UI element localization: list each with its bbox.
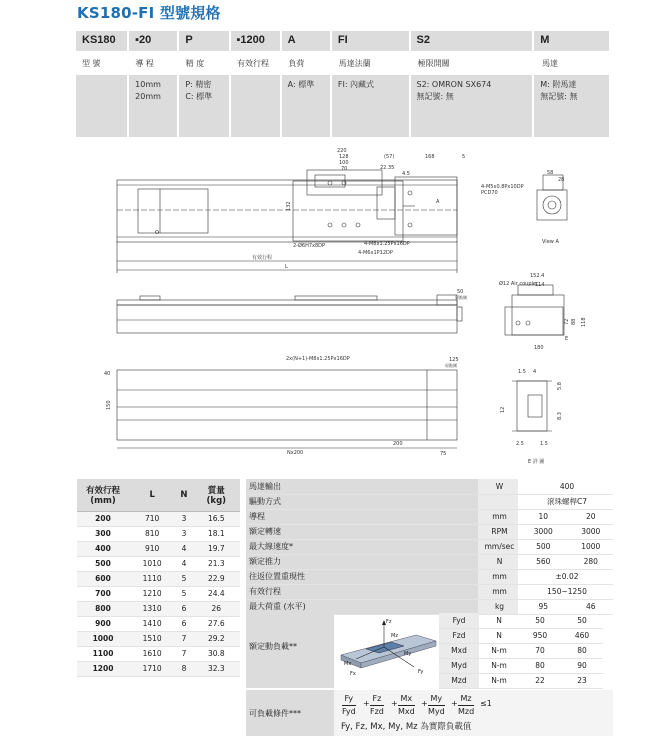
- l-value: 1410: [129, 616, 175, 631]
- num-fz: Fz: [372, 694, 382, 703]
- load-value: 22: [519, 673, 561, 688]
- fig-mx: Mx: [344, 661, 352, 667]
- plus-sign: +: [391, 699, 398, 708]
- page-title: KS180-FI 型號規格: [77, 4, 221, 22]
- code-precision: P: [179, 31, 228, 51]
- spec-unit: RPM: [478, 524, 518, 539]
- den-mzd: Mzd: [458, 707, 475, 716]
- load-condition-note: Fy, Fz, Mx, My, Mz 為實際負載值: [341, 722, 472, 732]
- stroke-value: 1100: [77, 646, 129, 661]
- option-flange: FI: 內藏式: [332, 75, 409, 137]
- spec-unit: mm: [478, 584, 518, 599]
- load-key: Fzd: [439, 628, 479, 643]
- stroke-value: 600: [77, 571, 129, 586]
- dim-e-label: E: [565, 336, 569, 342]
- load-value: 50: [561, 613, 603, 628]
- mass-value: 27.6: [193, 616, 240, 631]
- n-value: 4: [175, 556, 192, 571]
- header-n: N: [175, 479, 192, 511]
- load-key: Mxd: [439, 643, 479, 658]
- spec-row: [246, 509, 613, 524]
- dim-4-5: 4.5: [402, 171, 410, 177]
- num-mx: Mx: [400, 694, 413, 703]
- side-view: [117, 295, 462, 333]
- option-load: A: 標準: [282, 75, 330, 137]
- fig-fy: Fy: [418, 669, 424, 675]
- l-value: 1110: [129, 571, 175, 586]
- l-value: 1010: [129, 556, 175, 571]
- label-stroke: 有效行程: [237, 59, 270, 68]
- spec-row: [246, 494, 613, 509]
- table-row: [77, 526, 240, 541]
- dim-114: 114: [535, 282, 545, 288]
- code-flange: FI: [332, 31, 409, 51]
- technical-drawing: [100, 145, 620, 470]
- fig-mz: Mz: [391, 633, 398, 639]
- stroke-value: 700: [77, 586, 129, 601]
- l-value: 710: [129, 511, 175, 526]
- length-l-label: L: [285, 264, 288, 270]
- option-model: [76, 75, 127, 137]
- load-key: Mzd: [439, 673, 479, 688]
- label-model: 型 號: [82, 59, 101, 68]
- table-row: [77, 586, 240, 601]
- option-limit: S2: OMRON SX674 無記號: 無: [411, 75, 533, 137]
- load-value: 80: [561, 643, 603, 658]
- spec-value: 560: [518, 554, 566, 569]
- stroke-label: 有效行程: [252, 255, 273, 261]
- den-mxd: Mxd: [398, 707, 415, 716]
- spec-name: 馬達輸出: [246, 479, 478, 494]
- spec-name: 最大線速度*: [246, 539, 478, 554]
- stroke-value: 900: [77, 616, 129, 631]
- frac-my: [428, 693, 445, 717]
- spec-value: 150~1250: [518, 584, 613, 599]
- plus-sign: +: [363, 699, 370, 708]
- code-lead: ▪20: [129, 31, 177, 51]
- spec-row: [246, 524, 613, 539]
- spec-unit: mm/sec: [478, 539, 518, 554]
- n-value: 5: [175, 571, 192, 586]
- mass-value: 16.5: [193, 511, 240, 526]
- load-row: [439, 613, 603, 628]
- spec-table: [246, 479, 613, 615]
- origin-side-label: 原點側: [455, 295, 467, 300]
- dim-57: (57): [384, 154, 395, 160]
- bottom-view: [117, 370, 457, 440]
- spec-value: 10: [518, 509, 566, 524]
- table-row: [77, 571, 240, 586]
- dim-168: 168: [425, 154, 435, 160]
- l-value: 1510: [129, 631, 175, 646]
- stroke-value: 400: [77, 541, 129, 556]
- spec-row: [246, 539, 613, 554]
- stroke-value: 300: [77, 526, 129, 541]
- dynamic-load-label: 額定動負載**: [249, 642, 297, 651]
- detail-e-label: E 詳 圖: [528, 459, 545, 465]
- load-row: [439, 643, 603, 658]
- spec-unit: mm: [478, 509, 518, 524]
- dim-152-4: 152.4: [530, 273, 545, 279]
- spec-value: ±0.02: [518, 569, 613, 584]
- detail-e: [512, 381, 552, 431]
- load-unit: N: [479, 613, 519, 628]
- motor-bolt-label: 4-M5x0.8Px10DP: [481, 184, 524, 190]
- header-l: L: [129, 479, 175, 511]
- load-row: [439, 673, 603, 688]
- dim-200: 200: [393, 441, 403, 447]
- spec-row: [246, 479, 613, 494]
- n-value: 7: [175, 631, 192, 646]
- m8-hole-label: 4-M8x1.25Px16DP: [364, 241, 410, 247]
- spec-row: [246, 569, 613, 584]
- table-row: [77, 631, 240, 646]
- n-value: 3: [175, 511, 192, 526]
- plus-sign: +: [451, 699, 458, 708]
- frac-mz: [458, 693, 474, 717]
- load-unit: N-m: [479, 673, 519, 688]
- n-value: 4: [175, 541, 192, 556]
- frac-mx: [398, 693, 415, 717]
- dim-220: 220: [337, 148, 347, 154]
- dim-132: 132: [286, 201, 292, 211]
- spec-name: 額定轉速: [246, 524, 478, 539]
- origin-side-label-2: 原點側: [445, 363, 457, 368]
- l-value: 1610: [129, 646, 175, 661]
- dim-n200: Nx200: [287, 450, 304, 456]
- load-value: 50: [519, 613, 561, 628]
- dim-22-35: 22.35: [380, 165, 395, 171]
- mass-value: 22.9: [193, 571, 240, 586]
- spec-value: 3000: [518, 524, 566, 539]
- dim-1-5a: 1.5: [518, 369, 526, 375]
- spec-row: [246, 584, 613, 599]
- option-lead: 10mm 20mm: [129, 75, 177, 137]
- spec-unit: kg: [478, 599, 518, 614]
- spec-unit: mm: [478, 569, 518, 584]
- model-code-row: [76, 31, 611, 51]
- dim-8-3: 8.3: [557, 412, 563, 420]
- code-limit: S2: [411, 31, 533, 51]
- spec-value: 3000: [566, 524, 614, 539]
- mass-value: 21.3: [193, 556, 240, 571]
- dim-50: 50: [457, 289, 464, 295]
- dim-12: 12: [500, 406, 506, 413]
- n-value: 6: [175, 601, 192, 616]
- load-value: 950: [519, 628, 561, 643]
- option-motor: M: 附馬達 無記號: 無: [534, 75, 609, 137]
- load-key: Fyd: [439, 613, 479, 628]
- le-one: ≤1: [480, 699, 492, 708]
- load-unit: N-m: [479, 643, 519, 658]
- mass-value: 19.7: [193, 541, 240, 556]
- spec-unit: W: [478, 479, 518, 494]
- table-row: [77, 661, 240, 676]
- code-motor: M: [534, 31, 609, 51]
- code-stroke: ▪1200: [231, 31, 280, 51]
- label-motor: 馬達: [541, 59, 558, 68]
- mass-value: 32.3: [193, 661, 240, 676]
- spec-row: [246, 599, 613, 614]
- mass-value: 18.1: [193, 526, 240, 541]
- m6-hole-label: 4-M6x1P12DP: [358, 250, 393, 256]
- load-row: [439, 628, 603, 643]
- table-row: [77, 511, 240, 526]
- option-stroke: [231, 75, 280, 137]
- dim-125: 125: [449, 357, 459, 363]
- dim-70: 70: [341, 166, 348, 172]
- den-fyd: Fyd: [342, 707, 356, 716]
- spec-name: 額定推力: [246, 554, 478, 569]
- header-stroke: 有效行程 (mm): [77, 479, 129, 511]
- dynamic-load-block: [246, 613, 613, 688]
- dim-88: 88: [571, 318, 577, 325]
- base-holes-label: 2x(N+1)-M8x1.25Px16DP: [286, 356, 350, 362]
- n-value: 8: [175, 661, 192, 676]
- plus-sign: +: [421, 699, 428, 708]
- table-row: [77, 646, 240, 661]
- load-key: Myd: [439, 658, 479, 673]
- table-row: [77, 601, 240, 616]
- num-mz: Mz: [460, 694, 472, 703]
- n-value: 6: [175, 616, 192, 631]
- spec-value: 1000: [566, 539, 614, 554]
- spec-name: 驅動方式: [246, 494, 478, 509]
- spec-row: [246, 554, 613, 569]
- load-value: 80: [519, 658, 561, 673]
- spec-value: 46: [566, 599, 614, 614]
- fig-fx: Fx: [350, 671, 356, 677]
- spec-name: 有效行程: [246, 584, 478, 599]
- l-value: 1210: [129, 586, 175, 601]
- view-a-marker: A: [436, 199, 440, 205]
- dim-75: 75: [440, 451, 447, 457]
- dim-2-5: 2.5: [516, 441, 524, 447]
- l-value: 1710: [129, 661, 175, 676]
- label-flange: 馬達法蘭: [338, 59, 371, 68]
- load-condition-block: [246, 690, 613, 736]
- load-value: 90: [561, 658, 603, 673]
- header-mass: 質量 (kg): [193, 479, 240, 511]
- stroke-value: 500: [77, 556, 129, 571]
- den-myd: Myd: [428, 707, 445, 716]
- table-row: [77, 541, 240, 556]
- den-fzd: Fzd: [370, 707, 384, 716]
- load-row: [439, 658, 603, 673]
- spec-name: 最大荷重 (水平): [246, 599, 478, 614]
- mass-value: 24.4: [193, 586, 240, 601]
- pcd-label: PCD70: [481, 190, 498, 196]
- num-fy: Fy: [344, 694, 354, 703]
- frac-fy: [342, 693, 356, 717]
- load-diagram: [336, 615, 438, 685]
- load-condition-label: 可負載條件***: [249, 709, 301, 718]
- l-value: 1310: [129, 601, 175, 616]
- fig-my: My: [404, 651, 412, 657]
- end-view: [505, 285, 564, 335]
- spec-unit: N: [478, 554, 518, 569]
- view-a-label: View A: [542, 239, 559, 245]
- stroke-value: 200: [77, 511, 129, 526]
- mass-value: 26: [193, 601, 240, 616]
- load-unit: N: [479, 628, 519, 643]
- n-value: 5: [175, 586, 192, 601]
- stroke-table: [77, 479, 240, 677]
- stroke-value: 1000: [77, 631, 129, 646]
- dim-1-5b: 1.5: [540, 441, 548, 447]
- table-row: [77, 616, 240, 631]
- label-limit: 極限開關: [417, 59, 450, 68]
- mass-value: 29.2: [193, 631, 240, 646]
- dim-40: 40: [104, 371, 111, 377]
- air-coupler-label: Ø12 Air coupler: [499, 281, 539, 287]
- fig-fz: Fz: [386, 619, 392, 625]
- mass-value: 30.8: [193, 646, 240, 661]
- dim-118: 118: [581, 317, 587, 327]
- dim-180: 180: [534, 345, 544, 351]
- spec-value: 500: [518, 539, 566, 554]
- dim-5: 5: [462, 154, 466, 160]
- l-value: 910: [129, 541, 175, 556]
- spec-unit: [478, 494, 518, 509]
- label-load: 負荷: [288, 59, 305, 68]
- stroke-value: 1200: [77, 661, 129, 676]
- spec-name: 往返位置重現性: [246, 569, 478, 584]
- label-precision: 精 度: [185, 59, 205, 68]
- n-value: 3: [175, 526, 192, 541]
- frac-fz: [370, 693, 384, 717]
- load-unit: N-m: [479, 658, 519, 673]
- spec-name: 導程: [246, 509, 478, 524]
- code-load: A: [282, 31, 330, 51]
- pin-label: 2-Ø6H7x8DP: [293, 243, 326, 249]
- spec-value: 滾珠螺桿C7: [518, 494, 613, 509]
- dynamic-load-table: [439, 613, 603, 689]
- code-model: KS180: [76, 31, 127, 51]
- dim-5-8: 5.8: [557, 382, 563, 390]
- load-value: 70: [519, 643, 561, 658]
- dim-72: 72: [564, 318, 570, 325]
- label-lead: 導 程: [135, 59, 154, 68]
- code-label-row: [76, 58, 611, 69]
- spec-value: 20: [566, 509, 614, 524]
- load-value: 460: [561, 628, 603, 643]
- spec-value: 400: [518, 479, 613, 494]
- dim-150: 150: [106, 400, 112, 410]
- l-value: 810: [129, 526, 175, 541]
- n-value: 7: [175, 646, 192, 661]
- dim-100: 100: [339, 160, 349, 166]
- dim-128: 128: [339, 154, 349, 160]
- spec-value: 95: [518, 599, 566, 614]
- stroke-value: 800: [77, 601, 129, 616]
- option-precision: P: 精密 C: 標準: [179, 75, 228, 137]
- dim-58: 58: [547, 170, 554, 176]
- load-value: 23: [561, 673, 603, 688]
- num-my: My: [430, 694, 443, 703]
- dim-28: 28: [558, 177, 565, 183]
- option-row: [76, 75, 611, 137]
- dim-4: 4: [533, 369, 537, 375]
- spec-value: 280: [566, 554, 614, 569]
- table-row: [77, 556, 240, 571]
